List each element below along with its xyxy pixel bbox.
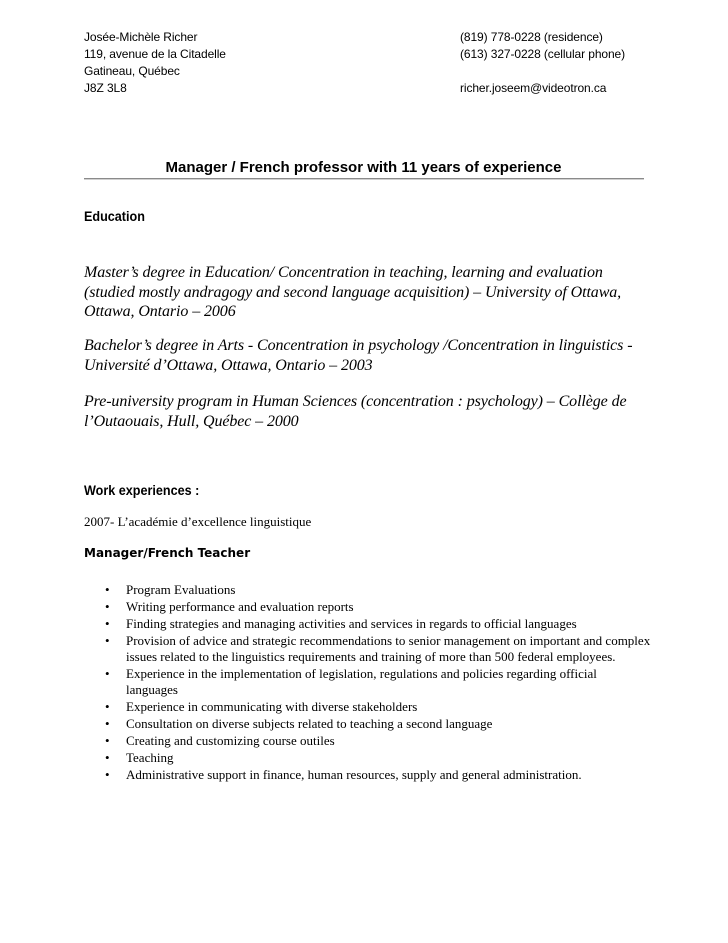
list-item xyxy=(84,599,651,615)
bullet-icon: • xyxy=(105,666,110,681)
bullet-icon: • xyxy=(105,733,110,748)
list-item xyxy=(84,767,651,783)
contact-postal-code: J8Z 3L8 xyxy=(84,81,127,95)
duty-text: Consultation on diverse subjects related to teaching a second language xyxy=(126,716,493,731)
list-item xyxy=(84,733,651,749)
list-item xyxy=(84,616,651,632)
contact-spacer xyxy=(460,63,625,80)
bullet-icon: • xyxy=(105,582,110,597)
job-title: Manager/French Teacher xyxy=(84,546,251,560)
work-experience-heading: Work experiences : xyxy=(84,482,200,498)
list-item xyxy=(84,750,651,766)
duty-text: Administrative support in finance, human resources, supply and general administration. xyxy=(126,767,582,782)
bullet-icon: • xyxy=(105,699,110,714)
duty-text: Program Evaluations xyxy=(126,582,236,597)
bullet-icon: • xyxy=(105,633,110,648)
duty-text: Provision of advice and strategic recommendations to senior management on important and complex issues related to the linguistics requirements and training of more than 500 federal employees. xyxy=(126,633,651,664)
contact-address-block xyxy=(84,29,226,97)
contact-name: Josée-Michèle Richer xyxy=(84,30,198,44)
contact-street: 119, avenue de la Citadelle xyxy=(84,47,226,61)
education-entry-bachelors: Bachelor’s degree in Arts - Concentration in psychology /Concentration in linguistics - Université d’Ottawa, Ottawa, Ontario – 2003 xyxy=(84,337,633,374)
bullet-icon: • xyxy=(105,599,110,614)
education-entry-masters: Master’s degree in Education/ Concentration in teaching, learning and evaluation (studied mostly andragogy and second language acquisition) – University of Ottawa, Ottawa, Ontario – 2006 xyxy=(84,264,622,320)
education-heading: Education xyxy=(84,208,145,224)
list-item xyxy=(84,582,651,598)
duties-list xyxy=(84,582,654,784)
list-item xyxy=(84,666,651,698)
list-item xyxy=(84,633,651,665)
contact-phone-block xyxy=(460,29,625,97)
bullet-icon: • xyxy=(105,616,110,631)
contact-city: Gatineau, Québec xyxy=(84,64,180,78)
title-divider xyxy=(84,178,644,180)
resume-title: Manager / French professor with 11 years of experience xyxy=(165,159,562,176)
bullet-icon: • xyxy=(105,767,110,782)
duty-text: Writing performance and evaluation reports xyxy=(126,599,354,614)
employer-line: 2007- L’académie d’excellence linguistique xyxy=(84,514,312,529)
duty-text: Finding strategies and managing activities and services in regards to official languages xyxy=(126,616,577,631)
bullet-icon: • xyxy=(105,716,110,731)
bullet-icon: • xyxy=(105,750,110,765)
list-item xyxy=(84,699,651,715)
contact-phone-cellular: (613) 327-0228 (cellular phone) xyxy=(460,47,626,61)
education-entry-pre-university: Pre-university program in Human Sciences (concentration : psychology) – Collège de l’Outaouais, Hull, Québec – 2000 xyxy=(84,393,627,430)
contact-email: richer.joseem@videotron.ca xyxy=(460,81,607,95)
duty-text: Experience in communicating with diverse stakeholders xyxy=(126,699,418,714)
duty-text: Teaching xyxy=(126,750,174,765)
contact-phone-residence: (819) 778-0228 (residence) xyxy=(460,30,603,44)
duty-text: Experience in the implementation of legislation, regulations and policies regarding official languages xyxy=(126,666,597,697)
duty-text: Creating and customizing course outiles xyxy=(126,733,335,748)
list-item xyxy=(84,716,651,732)
